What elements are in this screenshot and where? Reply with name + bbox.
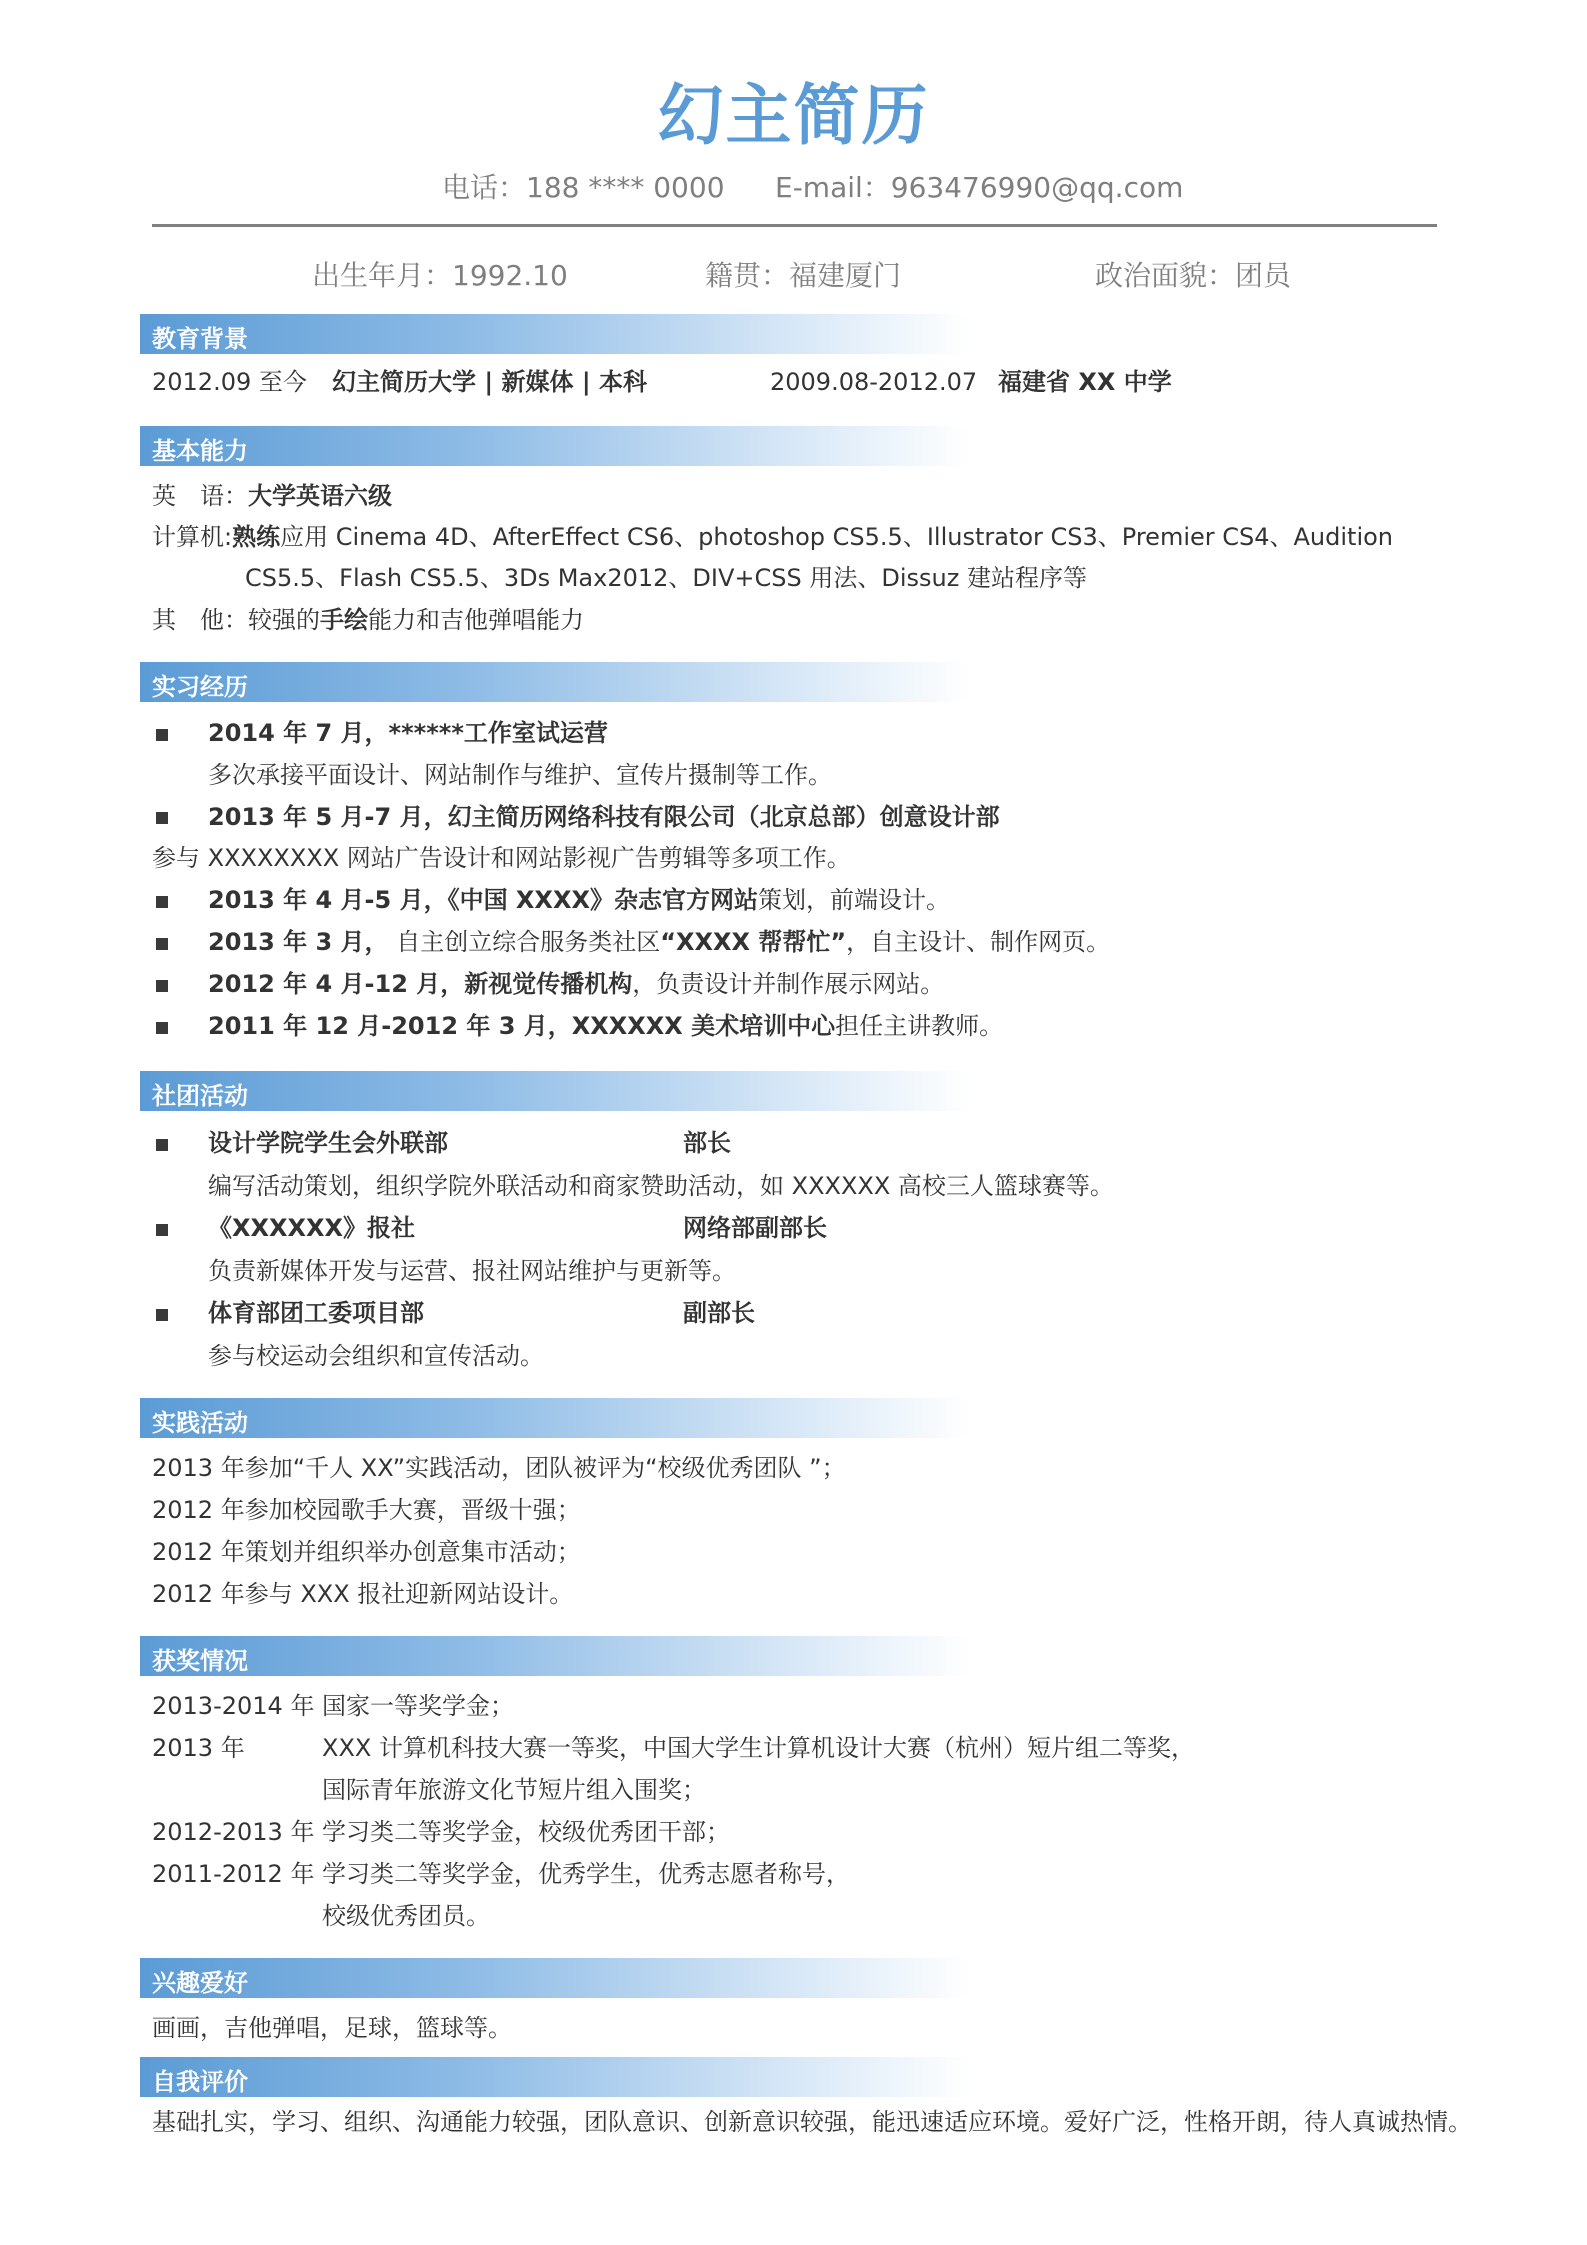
section-header-hobbies	[140, 1958, 1480, 1998]
section-header-self	[140, 2057, 1480, 2097]
skill-computer	[152, 522, 1393, 552]
award-text: 校级优秀团员。	[322, 1902, 490, 1930]
intern-item-title: 2014 年 7 月，******工作室试运营	[208, 719, 608, 747]
skill-bold: 手绘	[320, 606, 368, 634]
birth-info: 出生年月：1992.10	[312, 259, 568, 292]
intern-item-bold: 2011 年 12 月-2012 年 3 月，XXXXXX 美术培训中心	[208, 1012, 836, 1040]
intern-item	[208, 1011, 1003, 1041]
club-org: 设计学院学生会外联部	[208, 1129, 448, 1157]
intern-item-bold: 2013 年 3 月，	[208, 928, 389, 956]
phone-text: 电话：188 **** 0000	[442, 171, 725, 204]
award-year: 2011-2012 年	[152, 1860, 315, 1888]
section-header-awards	[140, 1636, 1480, 1676]
politics-info: 政治面貌：团员	[1095, 259, 1292, 292]
resume-title: 幻主简历	[657, 77, 930, 154]
skill-english	[152, 481, 392, 511]
skill-label: 计算机:	[152, 523, 233, 551]
section-title: 实践活动	[152, 1409, 248, 1437]
award-text: 国家一等奖学金；	[322, 1692, 514, 1720]
section-title: 教育背景	[152, 325, 248, 353]
practice-item: 2012 年策划并组织举办创意集市活动；	[152, 1538, 581, 1566]
skill-bold: 熟练	[232, 523, 281, 551]
bullet-icon	[156, 729, 168, 741]
intern-item	[208, 885, 950, 915]
section-header-internship	[140, 662, 1480, 702]
skill-label: 其 他：	[152, 606, 248, 634]
hobbies-text: 画画，吉他弹唱，足球，篮球等。	[152, 2014, 512, 2042]
bullet-icon	[156, 980, 168, 992]
skill-value: 应用 Cinema 4D、AfterEffect CS6、photoshop CS5.5、Illustrator CS3、Premier CS4、Audition	[280, 523, 1394, 551]
section-header-practice	[140, 1398, 1480, 1438]
club-role: 部长	[683, 1129, 731, 1157]
skill-computer-cont: CS5.5、Flash CS5.5、3Ds Max2012、DIV+CSS 用法、Dissuz 建站程序等	[245, 564, 1087, 592]
section-header-skills	[140, 426, 1480, 466]
section-title: 社团活动	[152, 1082, 248, 1110]
club-org: 体育部团工委项目部	[208, 1299, 424, 1327]
award-text: XXX 计算机科技大赛一等奖，中国大学生计算机设计大赛（杭州）短片组二等奖，	[322, 1734, 1195, 1762]
practice-item: 2013 年参加“千人 XX”实践活动，团队被评为“校级优秀团队 ”；	[152, 1454, 846, 1482]
section-title: 自我评价	[152, 2068, 248, 2096]
header-divider	[152, 224, 1437, 227]
bullet-icon	[156, 812, 168, 824]
edu-hs-period: 2009.08-2012.07	[770, 368, 978, 396]
intern-item-text: 自主创立综合服务类社区	[388, 928, 661, 956]
practice-item: 2012 年参加校园歌手大赛，晋级十强；	[152, 1496, 581, 1524]
club-desc: 参与校运动会组织和宣传活动。	[208, 1342, 544, 1370]
edu-uni-period: 2012.09 至今	[152, 368, 307, 396]
club-org: 《XXXXXX》报社	[208, 1214, 416, 1242]
award-year: 2013-2014 年	[152, 1692, 315, 1720]
bullet-icon	[156, 938, 168, 950]
skill-other	[152, 605, 584, 635]
self-eval-text: 基础扎实，学习、组织、沟通能力较强，团队意识、创新意识较强，能迅速适应环境。爱好广泛，性格开朗，待人真诚热情。	[152, 2108, 1472, 2136]
bullet-icon	[156, 1224, 168, 1236]
bullet-icon	[156, 1139, 168, 1151]
section-header-clubs	[140, 1071, 1480, 1111]
intern-item-text: ，自主设计、制作网页。	[846, 928, 1111, 956]
skill-label: 英 语：	[152, 482, 248, 510]
section-title: 基本能力	[152, 437, 248, 465]
section-title: 兴趣爱好	[152, 1969, 248, 1997]
award-year: 2013 年	[152, 1734, 245, 1762]
section-title: 实习经历	[152, 673, 248, 701]
intern-item-title: 2013 年 5 月-7 月，幻主简历网络科技有限公司（北京总部）创意设计部	[208, 803, 1000, 831]
award-text: 学习类二等奖学金，优秀学生，优秀志愿者称号，	[322, 1860, 850, 1888]
award-text: 国际青年旅游文化节短片组入围奖；	[322, 1776, 706, 1804]
intern-item-text: ，负责设计并制作展示网站。	[632, 970, 945, 998]
intern-item-desc: 多次承接平面设计、网站制作与维护、宣传片摄制等工作。	[208, 761, 832, 789]
bullet-icon	[156, 1022, 168, 1034]
club-desc: 编写活动策划，组织学院外联活动和商家赞助活动，如 XXXXXX 高校三人篮球赛等。	[208, 1172, 1114, 1200]
intern-item-desc: 参与 XXXXXXXX 网站广告设计和网站影视广告剪辑等多项工作。	[152, 844, 851, 872]
bullet-icon	[156, 1309, 168, 1321]
intern-item-bold: 2013 年 4 月-5 月，《中国 XXXX》杂志官方网站	[208, 886, 758, 914]
section-title: 获奖情况	[152, 1647, 248, 1675]
practice-item: 2012 年参与 XXX 报社迎新网站设计。	[152, 1580, 574, 1608]
intern-item-bold: “XXXX 帮帮忙”	[660, 928, 847, 956]
bullet-icon	[156, 896, 168, 908]
intern-item	[208, 927, 1110, 957]
skill-text: 能力和吉他弹唱能力	[368, 606, 584, 634]
origin-info: 籍贯：福建厦门	[705, 259, 902, 292]
club-role: 网络部副部长	[683, 1214, 827, 1242]
award-text: 学习类二等奖学金，校级优秀团干部；	[322, 1818, 730, 1846]
edu-uni-detail: 幻主简历大学 | 新媒体 | 本科	[332, 368, 647, 396]
skill-value: 大学英语六级	[248, 482, 392, 510]
intern-item-bold: 2012 年 4 月-12 月，新视觉传播机构	[208, 970, 633, 998]
club-desc: 负责新媒体开发与运营、报社网站维护与更新等。	[208, 1257, 736, 1285]
skill-text: 较强的	[248, 606, 320, 634]
section-header-education	[140, 314, 1480, 354]
intern-item-text: 担任主讲教师。	[835, 1012, 1004, 1040]
intern-item-text: 策划，前端设计。	[757, 886, 950, 914]
intern-item	[208, 969, 944, 999]
edu-hs-detail: 福建省 XX 中学	[998, 368, 1172, 396]
club-role: 副部长	[683, 1299, 755, 1327]
email-text: E-mail：963476990@qq.com	[775, 171, 1184, 204]
award-year: 2012-2013 年	[152, 1818, 315, 1846]
